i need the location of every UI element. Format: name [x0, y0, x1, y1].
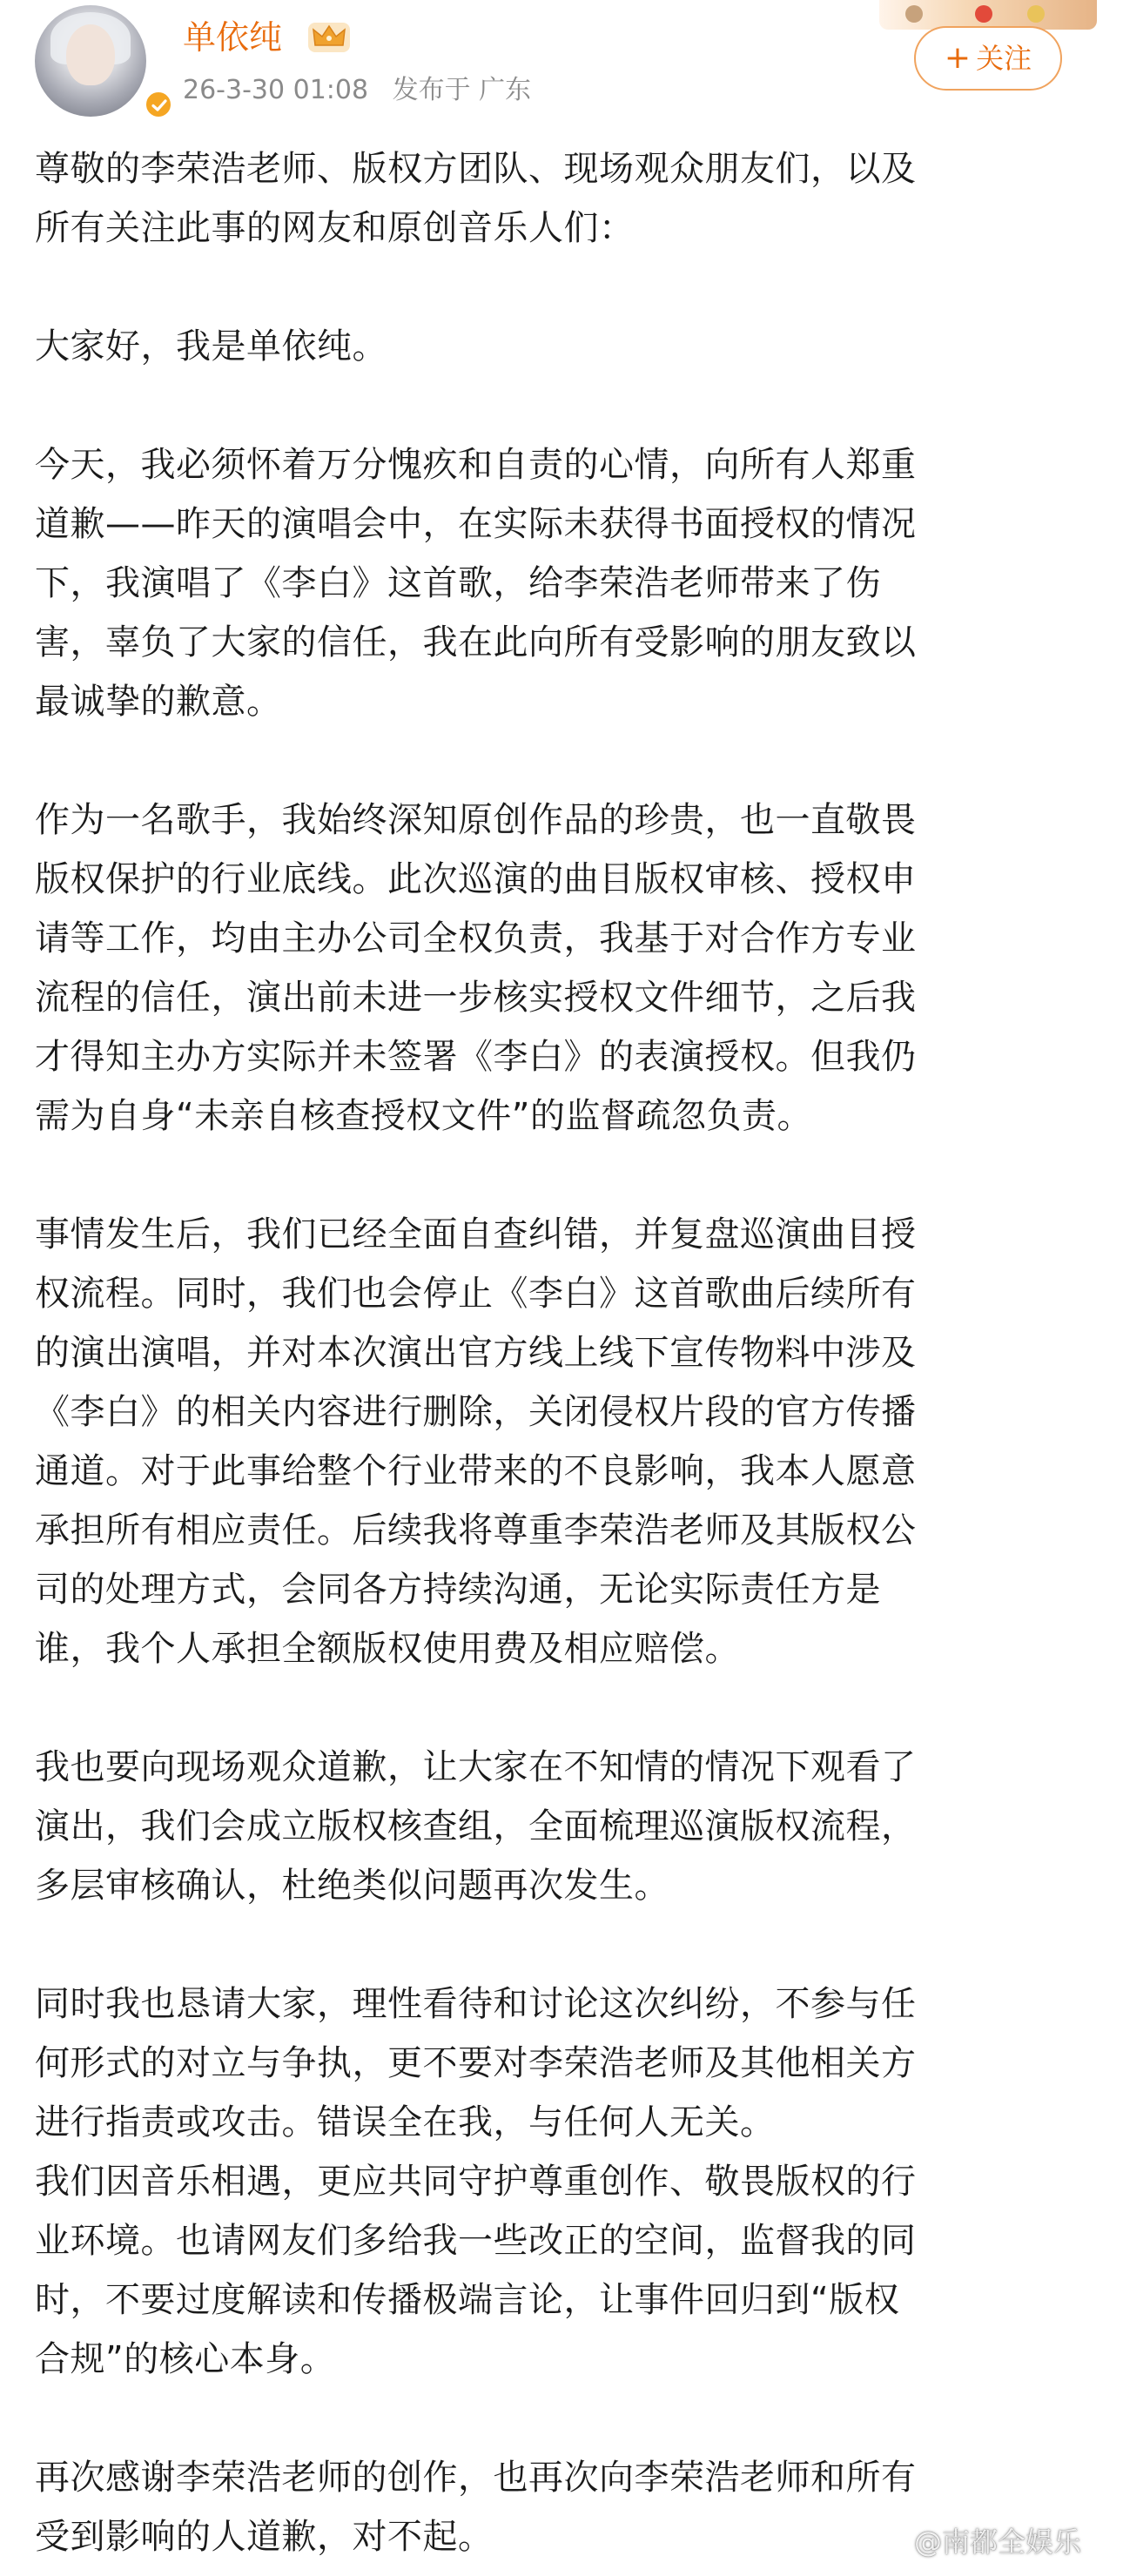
username[interactable]: 单依纯 [183, 18, 283, 57]
follow-label: 关注 [976, 42, 1032, 75]
crown-badge-icon [305, 17, 353, 57]
decor-dot [1027, 5, 1045, 23]
decor-dot [905, 5, 923, 23]
decor-banner [879, 0, 1097, 30]
post-paragraph: 事情发生后，我们已经全面自查纠错，并复盘巡演曲目授 权流程。同时，我们也会停止《李白》这首歌曲后续所有 的演出演唱，并对本次演出官方线上线下宣传物料中涉及 《李白》的相关内容进行删除，关闭侵权片段的官方传播 通道。对于此事给整个行业带来的不良影响，我本人愿意 承担所有相应责任。后续我将尊重李荣浩老师及其版权公 司的处理方式，会同各方持续沟通，无论实际责任方是 谁，我个人承担全额版权使用费及相应赔偿。 [35, 1214, 917, 1669]
watermark-text: @南都全娱乐 [914, 2526, 1082, 2559]
post-paragraph: 再次感谢李荣浩老师的创作，也再次向李荣浩老师和所有 受到影响的人道歉，对不起。 [35, 2458, 917, 2557]
post-header [0, 0, 1123, 131]
avatar-face [66, 24, 115, 85]
watermark [879, 2525, 1081, 2559]
verified-check-icon [143, 89, 174, 120]
post-paragraph: 尊敬的李荣浩老师、版权方团队、现场观众朋友们，以及 所有关注此事的网友和原创音乐人们： [35, 149, 917, 248]
post-timestamp: 26-3-30 01:08 [183, 75, 369, 105]
post-paragraph: 作为一名歌手，我始终深知原创作品的珍贵，也一直敬畏 版权保护的行业底线。此次巡演的曲目版权审核、授权申 请等工作，均由主办公司全权负责，我基于对合作方专业 流程的信任，演出前未进一步核实授权文件细节，之后我 才得知主办方实际并未签署《李白》的表演授权。但我仍 需为自身“未亲自核查授权文件”的监督疏忽负责。 [35, 800, 917, 1136]
decor-dot [975, 5, 992, 23]
post-paragraph: 今天，我必须怀着万分愧疚和自责的心情，向所有人郑重 道歉——昨天的演唱会中，在实际未获得书面授权的情况 下，我演唱了《李白》这首歌，给李荣浩老师带来了伤 害，辜负了大家的信任，我在此向所有受影响的朋友致以 最诚挚的歉意。 [35, 445, 917, 722]
post-paragraph: 我也要向现场观众道歉，让大家在不知情的情况下观看了 演出，我们会成立版权核查组，全面梳理巡演版权流程， 多层审核确认，杜绝类似问题再次发生。 [35, 1747, 917, 1906]
follow-button[interactable] [914, 26, 1062, 91]
post-body [35, 139, 1088, 2566]
weibo-logo-icon [879, 2532, 909, 2556]
post-location: 发布于 广东 [392, 75, 532, 105]
post-paragraph: 大家好，我是单依纯。 [35, 326, 387, 367]
avatar[interactable] [35, 5, 146, 117]
plus-icon: + [944, 40, 972, 76]
post-paragraph: 同时我也恳请大家，理性看待和讨论这次纠纷，不参与任 何形式的对立与争执，更不要对李荣浩老师及其他相关方 进行指责或攻击。错误全在我，与任何人无关。 我们因音乐相遇，更应共同守护尊重创作、敬畏版权的行 业环境。也请网友们多给我一些改正的空间，监督我的同 时，不要过度解读和传播极端言论，让事件回归到“版权 合规”的核心本身。 [35, 1984, 917, 2379]
post-meta [183, 73, 547, 108]
